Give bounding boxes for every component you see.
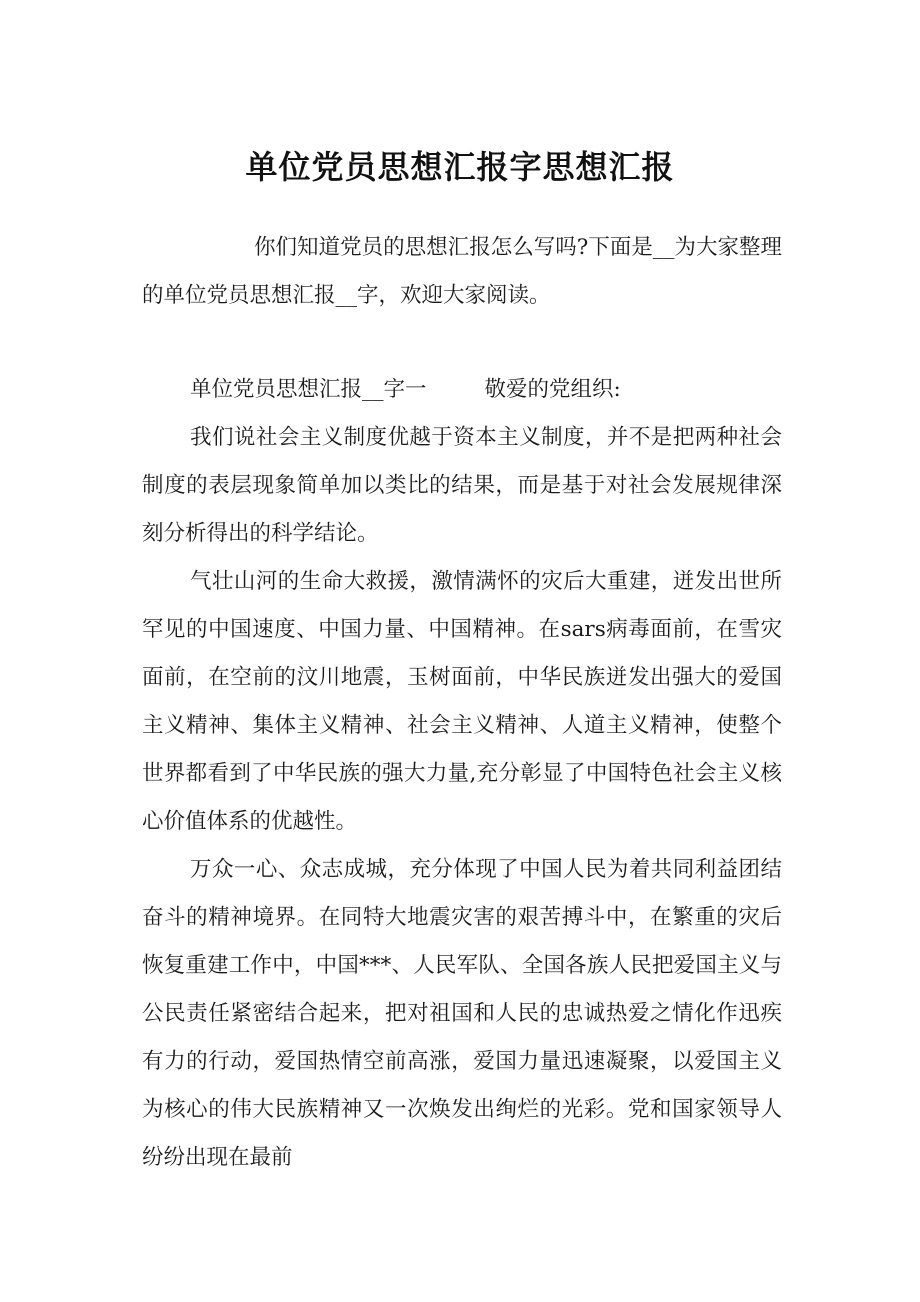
body-paragraph-2: 气壮山河的生命大救援，激情满怀的灾后大重建，迸发出世所罕见的中国速度、中国力量、中国精神。在sars病毒面前，在雪灾面前，在空前的汶川地震，玉树面前，中华民族迸发出强大的爱国主义精神、集体主义精神、社会主义精神、人道主义精神，使整个世界都看到了中华民族的强大力量,充分彰显了中国特色社会主义核心价值体系的优越性。 <box>142 569 782 834</box>
body-paragraphs <box>142 414 782 1182</box>
body-paragraph-3: 万众一心、众志成城，充分体现了中国人民为着共同利益团结奋斗的精神境界。在同特大地震灾害的艰苦搏斗中，在繁重的灾后恢复重建工作中，中国***、人民军队、全国各族人民把爱国主义与公民责任紧密结合起来，把对祖国和人民的忠诚热爱之情化作迅疾有力的行动，爱国热情空前高涨，爱国力量迅速凝聚，以爱国主义为核心的伟大民族精神又一次焕发出绚烂的光彩。党和国家领导人纷纷出现在最前 <box>142 857 782 1170</box>
section-heading-line <box>190 366 790 414</box>
intro-paragraph: 你们知道党员的思想汇报怎么写吗?下面是__为大家整理的单位党员思想汇报__字，欢迎大家阅读。 <box>142 235 782 308</box>
salutation: 敬爱的党组织: <box>484 377 621 402</box>
body-paragraph-1: 我们说社会主义制度优越于资本主义制度，并不是把两种社会制度的表层现象简单加以类比的结果，而是基于对社会发展规律深刻分析得出的科学结论。 <box>142 425 782 546</box>
document-title: 单位党员思想汇报字思想汇报 <box>245 148 675 186</box>
section-heading: 单位党员思想汇报__字一 <box>190 377 427 402</box>
